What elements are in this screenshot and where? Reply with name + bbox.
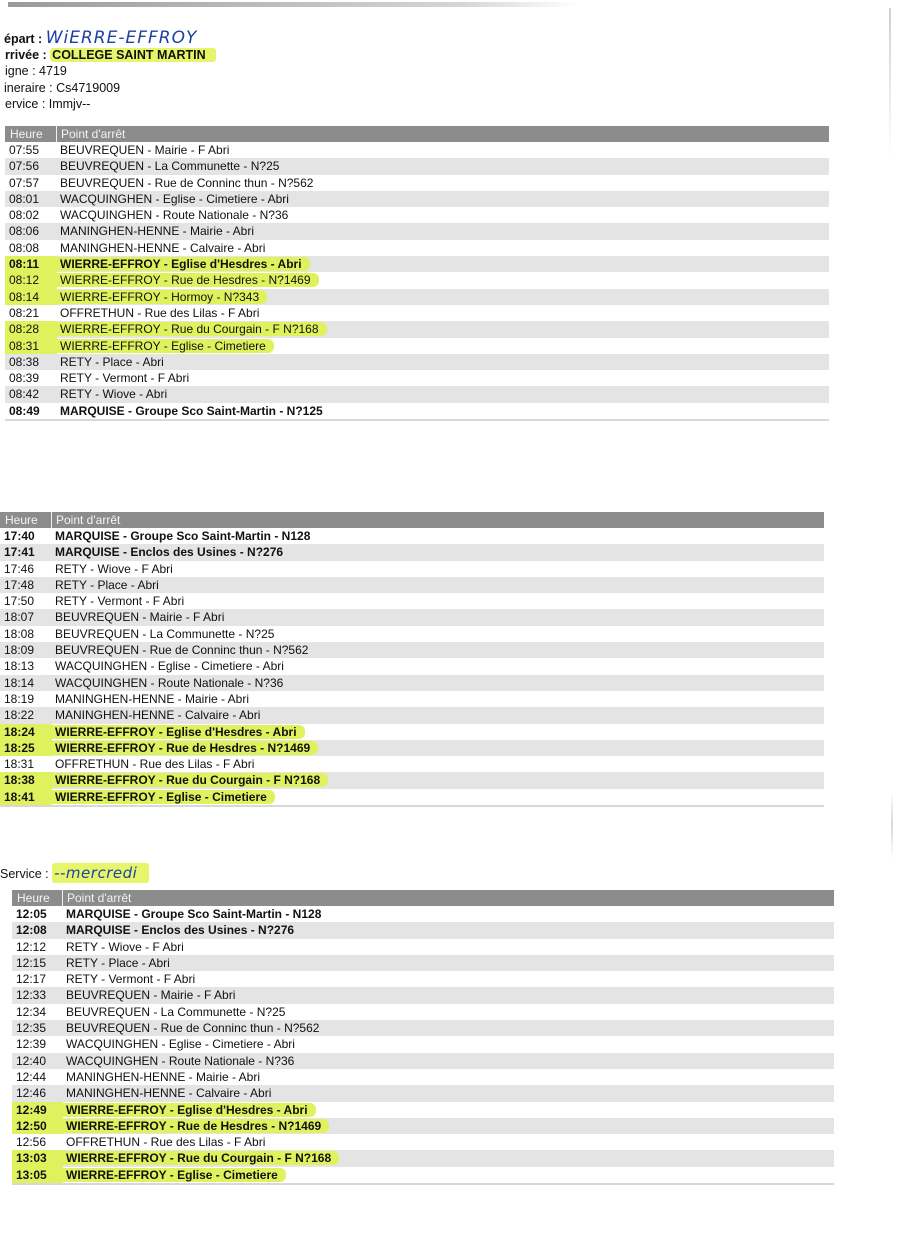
time-cell: 18:14: [4, 675, 35, 690]
stop-cell: [57, 142, 829, 158]
stop-cell: [57, 403, 829, 419]
stop-name: WACQUINGHEN - Eglise - Cimetiere - Abri: [55, 659, 284, 674]
stop-cell: [52, 658, 824, 674]
time-cell: 12:50: [12, 1118, 63, 1134]
stop-name: MARQUISE - Groupe Sco Saint-Martin - N?125: [60, 403, 323, 418]
stop-name: OFFRETHUN - Rue des Lilas - F Abri: [55, 757, 255, 772]
stop-cell: [52, 772, 824, 788]
stop-cell: [63, 1102, 834, 1118]
column-heure: Heure: [0, 512, 52, 528]
stop-cell: [52, 544, 824, 560]
table-row: [12, 1150, 834, 1166]
table-row: [5, 272, 829, 288]
stop-name: RETY - Vermont - F Abri: [66, 972, 196, 987]
stop-name: WACQUINGHEN - Eglise - Cimetiere - Abri: [60, 191, 289, 206]
stop-name: RETY - Wiove - F Abri: [66, 939, 184, 954]
time-cell: 07:57: [9, 175, 40, 190]
stop-cell: [57, 207, 829, 223]
itineraire-line: ineraire : Cs4719009: [4, 80, 121, 95]
stop-cell: [63, 971, 834, 987]
table-footer-line: [0, 805, 824, 807]
stop-cell: [63, 1069, 834, 1085]
stop-cell: [57, 158, 829, 174]
table-body: [0, 528, 824, 805]
table-row: [0, 561, 824, 577]
stop-cell: [63, 987, 834, 1003]
service-line: ervice : Immjv--: [5, 97, 91, 111]
stop-name: OFFRETHUN - Rue des Lilas - F Abri: [66, 1135, 266, 1150]
time-cell: 18:13: [4, 659, 35, 674]
stop-name: WIERRE-EFFROY - Rue du Courgain - F N?168: [57, 322, 327, 336]
stop-cell: [57, 386, 829, 402]
stop-cell: [52, 724, 824, 740]
stop-cell: [57, 354, 829, 370]
stop-name: WACQUINGHEN - Eglise - Cimetiere - Abri: [66, 1037, 295, 1052]
timetable-evening: [0, 512, 824, 807]
table-row: [12, 906, 834, 922]
table-body: [12, 906, 834, 1183]
stop-cell: [52, 528, 824, 544]
table-body: [5, 142, 829, 419]
arrivee-value: COLLEGE SAINT MARTIN: [50, 48, 215, 62]
table-row: [12, 1085, 834, 1101]
table-row: [12, 955, 834, 971]
timetable-wednesday: [12, 890, 834, 1185]
stop-cell: [52, 756, 824, 772]
time-cell: 17:40: [4, 529, 35, 543]
table-row: [12, 1102, 834, 1118]
time-cell: 12:08: [16, 923, 47, 938]
stop-name: MARQUISE - Enclos des Usines - N?276: [55, 545, 284, 560]
table-row: [0, 528, 824, 544]
table-row: [0, 658, 824, 674]
stop-cell: [52, 593, 824, 609]
stop-name: BEUVREQUEN - Rue de Conninc thun - N?562: [55, 643, 309, 658]
stop-cell: [63, 1085, 834, 1101]
time-cell: 12:44: [16, 1069, 47, 1084]
stop-cell: [63, 1020, 834, 1036]
stop-cell: [52, 561, 824, 577]
time-cell: 08:42: [9, 387, 40, 402]
stop-name: WIERRE-EFFROY - Eglise d'Hesdres - Abri: [57, 257, 310, 271]
service-label: Service :: [0, 867, 53, 881]
table-row: [5, 240, 829, 256]
stop-cell: [52, 691, 824, 707]
time-cell: 08:12: [5, 272, 57, 288]
table-row: [5, 142, 829, 158]
column-point-arret: Point d'arrêt: [67, 891, 132, 905]
stop-cell: [63, 906, 834, 922]
scan-edge-top: [8, 2, 578, 7]
time-cell: 08:01: [9, 191, 40, 206]
stop-cell: [57, 240, 829, 256]
stop-cell: [57, 256, 829, 272]
table-row: [5, 370, 829, 386]
table-row: [12, 1167, 834, 1183]
ligne-line: igne : 4719: [5, 64, 67, 78]
arrivee-label: rrivée :: [5, 47, 51, 62]
table-row: [12, 1036, 834, 1052]
depart-line: [0, 30, 216, 47]
arrivee-line: [0, 47, 216, 64]
stop-name: BEUVREQUEN - Rue de Conninc thun - N?562: [66, 1021, 320, 1036]
time-cell: 12:56: [16, 1135, 47, 1150]
time-cell: 08:08: [9, 240, 40, 255]
route-header: [0, 30, 216, 113]
stop-name: RETY - Vermont - F Abri: [55, 594, 185, 609]
table-row: [12, 1134, 834, 1150]
table-row: [0, 724, 824, 740]
stop-cell: [63, 1167, 834, 1183]
depart-handwritten: WiERRE-EFFROY: [45, 28, 198, 48]
time-cell: 08:38: [9, 354, 40, 369]
time-cell: 08:06: [9, 224, 40, 239]
stop-cell: [52, 675, 824, 691]
column-heure: Heure: [12, 890, 63, 906]
stop-name: WIERRE-EFFROY - Rue de Hesdres - N?1469: [63, 1119, 329, 1133]
stop-cell: [63, 955, 834, 971]
table-row: [0, 609, 824, 625]
stop-cell: [57, 370, 829, 386]
stop-name: BEUVREQUEN - La Communette - N?25: [60, 159, 280, 174]
stop-cell: [57, 175, 829, 191]
table-row: [5, 321, 829, 337]
table-row: [0, 756, 824, 772]
stop-name: WIERRE-EFFROY - Hormoy - N?343: [57, 290, 267, 304]
table-row: [5, 207, 829, 223]
stop-cell: [52, 789, 824, 805]
stop-cell: [52, 740, 824, 756]
stop-name: BEUVREQUEN - La Communette - N?25: [55, 626, 275, 641]
time-cell: 08:14: [5, 289, 57, 305]
stop-name: WIERRE-EFFROY - Eglise - Cimetiere: [57, 339, 274, 353]
table-row: [5, 223, 829, 239]
table-row: [12, 1069, 834, 1085]
table-row: [5, 158, 829, 174]
table-row: [12, 1020, 834, 1036]
stop-name: BEUVREQUEN - La Communette - N?25: [66, 1004, 286, 1019]
stop-cell: [63, 1150, 834, 1166]
table-row: [5, 338, 829, 354]
stop-name: MANINGHEN-HENNE - Calvaire - Abri: [55, 708, 261, 723]
time-cell: 12:12: [16, 939, 47, 954]
time-cell: 08:02: [9, 208, 40, 223]
stop-cell: [63, 1134, 834, 1150]
stop-name: WIERRE-EFFROY - Eglise d'Hesdres - Abri: [52, 725, 305, 739]
table-header: [12, 890, 834, 906]
table-row: [5, 289, 829, 305]
stop-name: BEUVREQUEN - Mairie - F Abri: [66, 988, 236, 1003]
time-cell: 12:49: [12, 1102, 63, 1118]
time-cell: 08:49: [9, 403, 40, 418]
time-cell: 17:41: [4, 545, 35, 560]
time-cell: 12:39: [16, 1037, 47, 1052]
table-row: [5, 403, 829, 419]
time-cell: 12:15: [16, 955, 47, 970]
table-row: [0, 707, 824, 723]
stop-name: MARQUISE - Groupe Sco Saint-Martin - N128: [55, 529, 311, 543]
stop-cell: [63, 939, 834, 955]
stop-cell: [57, 305, 829, 321]
stop-name: RETY - Place - Abri: [60, 354, 164, 369]
stop-name: OFFRETHUN - Rue des Lilas - F Abri: [60, 305, 260, 320]
table-row: [0, 691, 824, 707]
table-footer-line: [5, 419, 829, 421]
stop-cell: [63, 922, 834, 938]
stop-cell: [52, 707, 824, 723]
table-row: [0, 675, 824, 691]
time-cell: 08:11: [5, 256, 57, 272]
table-row: [0, 642, 824, 658]
stop-cell: [52, 577, 824, 593]
table-row: [5, 305, 829, 321]
service-wednesday-line: [0, 864, 149, 882]
time-cell: 18:09: [4, 643, 35, 658]
table-header: [5, 126, 829, 142]
time-cell: 12:46: [16, 1086, 47, 1101]
time-cell: 07:56: [9, 159, 40, 174]
table-row: [12, 1053, 834, 1069]
column-heure: Heure: [5, 126, 57, 142]
stop-name: WACQUINGHEN - Route Nationale - N?36: [55, 675, 284, 690]
table-row: [5, 256, 829, 272]
table-row: [0, 789, 824, 805]
table-row: [12, 971, 834, 987]
table-row: [0, 626, 824, 642]
time-cell: 18:25: [0, 740, 52, 756]
stop-name: WIERRE-EFFROY - Eglise - Cimetiere: [52, 790, 275, 804]
column-point-arret: Point d'arrêt: [61, 127, 126, 141]
stop-cell: [57, 191, 829, 207]
time-cell: 17:46: [4, 561, 35, 576]
column-point-arret: Point d'arrêt: [56, 513, 121, 527]
time-cell: 18:07: [4, 610, 35, 625]
time-cell: 13:05: [12, 1167, 63, 1183]
depart-label: épart :: [4, 32, 46, 46]
table-row: [12, 1004, 834, 1020]
time-cell: 13:03: [12, 1150, 63, 1166]
time-cell: 08:21: [9, 305, 40, 320]
stop-name: WACQUINGHEN - Route Nationale - N?36: [60, 208, 289, 223]
table-row: [12, 922, 834, 938]
stop-name: WIERRE-EFFROY - Eglise - Cimetiere: [63, 1168, 286, 1182]
stop-cell: [52, 642, 824, 658]
time-cell: 18:41: [0, 789, 52, 805]
service-handwritten: --mercredi: [52, 863, 149, 883]
stop-cell: [52, 626, 824, 642]
time-cell: 18:19: [4, 691, 35, 706]
time-cell: 18:22: [4, 708, 35, 723]
time-cell: 12:40: [16, 1053, 47, 1068]
time-cell: 17:50: [4, 594, 35, 609]
table-row: [12, 1118, 834, 1134]
stop-cell: [57, 223, 829, 239]
stop-name: RETY - Place - Abri: [55, 577, 159, 592]
stop-name: MARQUISE - Groupe Sco Saint-Martin - N128: [66, 907, 322, 921]
time-cell: 18:31: [4, 757, 35, 772]
scan-edge-right-lower: [891, 790, 893, 860]
table-row: [0, 740, 824, 756]
stop-name: MANINGHEN-HENNE - Mairie - Abri: [66, 1069, 261, 1084]
time-cell: 08:28: [5, 321, 57, 337]
time-cell: 08:39: [9, 371, 40, 386]
stop-cell: [57, 338, 829, 354]
time-cell: 18:24: [0, 724, 52, 740]
time-cell: 08:31: [5, 338, 57, 354]
stop-name: BEUVREQUEN - Mairie - F Abri: [55, 610, 225, 625]
stop-cell: [57, 289, 829, 305]
stop-name: MARQUISE - Enclos des Usines - N?276: [66, 923, 295, 938]
stop-name: MANINGHEN-HENNE - Mairie - Abri: [60, 224, 255, 239]
table-footer-line: [12, 1183, 834, 1185]
stop-name: MANINGHEN-HENNE - Calvaire - Abri: [60, 240, 266, 255]
stop-name: MANINGHEN-HENNE - Mairie - Abri: [55, 691, 250, 706]
stop-name: BEUVREQUEN - Rue de Conninc thun - N?562: [60, 175, 314, 190]
stop-name: WIERRE-EFFROY - Rue du Courgain - F N?168: [63, 1151, 339, 1165]
time-cell: 12:05: [16, 907, 47, 921]
stop-cell: [63, 1036, 834, 1052]
table-row: [0, 772, 824, 788]
table-row: [12, 987, 834, 1003]
scan-edge-right: [889, 8, 891, 158]
table-row: [12, 939, 834, 955]
table-row: [5, 386, 829, 402]
stop-name: RETY - Vermont - F Abri: [60, 371, 190, 386]
time-cell: 07:55: [9, 143, 40, 157]
stop-name: BEUVREQUEN - Mairie - F Abri: [60, 143, 230, 157]
stop-cell: [52, 609, 824, 625]
stop-cell: [57, 272, 829, 288]
stop-name: WIERRE-EFFROY - Rue de Hesdres - N?1469: [52, 741, 318, 755]
table-header: [0, 512, 824, 528]
time-cell: 12:35: [16, 1021, 47, 1036]
stop-name: RETY - Wiove - F Abri: [55, 561, 173, 576]
stop-name: WACQUINGHEN - Route Nationale - N?36: [66, 1053, 295, 1068]
table-row: [5, 175, 829, 191]
stop-name: WIERRE-EFFROY - Rue du Courgain - F N?168: [52, 773, 328, 787]
table-row: [0, 593, 824, 609]
stop-name: RETY - Wiove - Abri: [60, 387, 168, 402]
stop-cell: [63, 1118, 834, 1134]
stop-cell: [57, 321, 829, 337]
time-cell: 12:34: [16, 1004, 47, 1019]
time-cell: 12:33: [16, 988, 47, 1003]
stop-cell: [63, 1004, 834, 1020]
stop-cell: [63, 1053, 834, 1069]
stop-name: MANINGHEN-HENNE - Calvaire - Abri: [66, 1086, 272, 1101]
time-cell: 18:08: [4, 626, 35, 641]
time-cell: 12:17: [16, 972, 47, 987]
timetable-morning: [5, 126, 829, 421]
table-row: [0, 577, 824, 593]
time-cell: 17:48: [4, 577, 35, 592]
stop-name: WIERRE-EFFROY - Eglise d'Hesdres - Abri: [63, 1103, 316, 1117]
table-row: [5, 191, 829, 207]
time-cell: 18:38: [0, 772, 52, 788]
table-row: [5, 354, 829, 370]
stop-name: RETY - Place - Abri: [66, 955, 170, 970]
table-row: [0, 544, 824, 560]
stop-name: WIERRE-EFFROY - Rue de Hesdres - N?1469: [57, 273, 319, 287]
